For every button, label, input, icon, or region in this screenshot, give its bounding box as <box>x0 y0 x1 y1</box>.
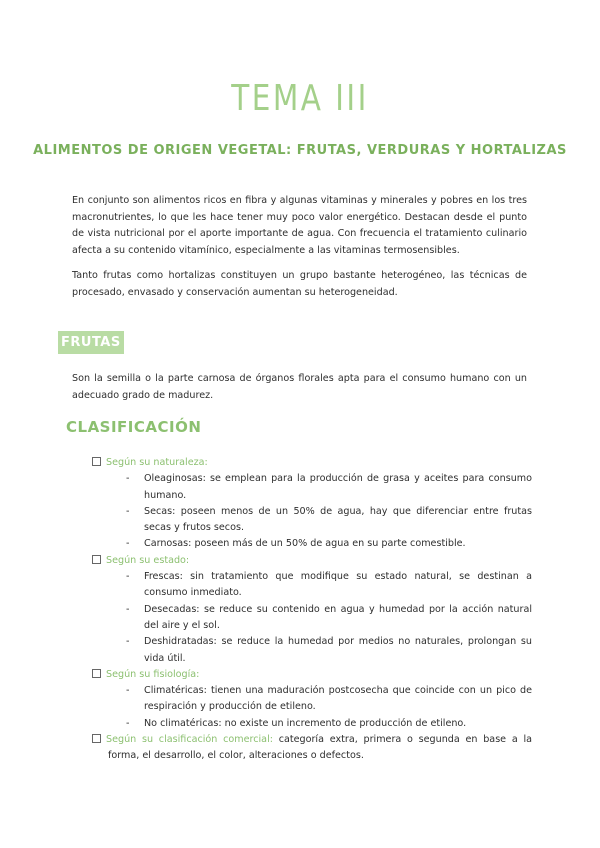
dash-bullet-icon: - <box>126 473 130 485</box>
list-item <box>92 504 532 537</box>
list-item <box>92 634 532 667</box>
classification-list <box>92 455 532 765</box>
subitems-naturaleza <box>92 471 532 552</box>
list-item <box>92 683 532 716</box>
page-subtitle: ALIMENTOS DE ORIGEN VEGETAL: FRUTAS, VERDURAS Y HORTALIZAS <box>33 143 567 158</box>
dash-bullet-icon: - <box>126 636 130 648</box>
subitems-fisiologia <box>92 683 532 732</box>
list-item-text: Climatéricas: tienen una maduración postcosecha que coincide con un pico de respiración y producción de etileno. <box>144 685 532 713</box>
category-label: Según su naturaleza: <box>106 457 208 468</box>
dash-bullet-icon: - <box>126 505 130 517</box>
category-label: Según su clasificación comercial: <box>106 734 273 746</box>
intro-paragraph-2: Tanto frutas como hortalizas constituyen un grupo bastante heterogéneo, las técnicas de procesado, envasado y conservación aumentan su heterogeneidad. <box>72 270 527 298</box>
list-item-text: Carnosas: poseen más de un 50% de agua en su parte comestible. <box>144 538 466 550</box>
category-comercial <box>92 732 532 765</box>
list-item <box>92 716 532 732</box>
frutas-definition: Son la semilla o la parte carnosa de órganos florales apta para el consumo humano con un adecuado grado de madurez. <box>72 373 527 401</box>
subitems-estado <box>92 569 532 667</box>
list-item-text: Deshidratadas: se reduce la humedad por medios no naturales, prolongan su vida útil. <box>144 636 532 664</box>
page-title: TEMA III <box>231 78 369 119</box>
category-label: Según su estado: <box>106 554 190 566</box>
category-description: categoría extra, primera o segunda en base a la forma, el desarrollo, el color, alteraciones o defectos. <box>108 734 532 762</box>
section-heading-frutas: FRUTAS <box>58 331 124 354</box>
checkbox-icon[interactable] <box>92 734 101 743</box>
dash-bullet-icon: - <box>126 571 130 583</box>
list-item-text: Frescas: sin tratamiento que modifique su estado natural, se destinan a consumo inmediato. <box>144 571 532 599</box>
dash-bullet-icon: - <box>126 685 130 697</box>
checkbox-icon[interactable] <box>92 457 101 466</box>
dash-bullet-icon: - <box>126 717 130 729</box>
intro-paragraph-1: En conjunto son alimentos ricos en fibra y algunas vitaminas y minerales y pobres en los tres macronutrientes, lo que les hace tener muy poco valor energético. Destacan desde el punto de vista nutricional por el aporte importante de agua. Con frecuencia el tratamiento culinario afecta a su contenido vitamínico, especialmente a las vitaminas termosensibles. <box>72 195 527 256</box>
list-item-text: Desecadas: se reduce su contenido en agua y humedad por la acción natural del aire y el sol. <box>144 603 532 631</box>
dash-bullet-icon: - <box>126 538 130 550</box>
list-item-text: No climatéricas: no existe un incremento de producción de etileno. <box>144 717 467 729</box>
category-naturaleza <box>92 455 532 471</box>
category-estado <box>92 553 532 569</box>
category-label: Según su fisiología: <box>106 668 200 680</box>
list-item <box>92 471 532 504</box>
list-item <box>92 569 532 602</box>
category-fisiologia <box>92 667 532 683</box>
list-item-text: Oleaginosas: se emplean para la producción de grasa y aceites para consumo humano. <box>144 473 532 501</box>
checkbox-icon[interactable] <box>92 555 101 564</box>
list-item <box>92 602 532 635</box>
list-item <box>92 536 532 552</box>
checkbox-icon[interactable] <box>92 669 101 678</box>
section-heading-clasificacion: CLASIFICACIÓN <box>66 418 202 436</box>
list-item-text: Secas: poseen menos de un 50% de agua, hay que diferenciar entre frutas secas y frutos secos. <box>144 505 532 534</box>
dash-bullet-icon: - <box>126 603 130 615</box>
